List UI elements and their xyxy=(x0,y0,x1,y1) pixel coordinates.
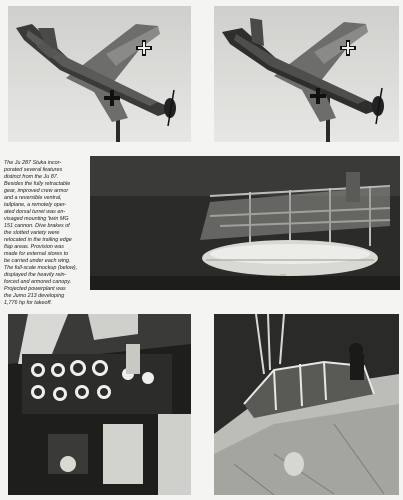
model-photo-right-image xyxy=(214,6,399,142)
caption-line: relocated in the trailing edge xyxy=(4,237,72,243)
caption-line: displayed the heavily rein- xyxy=(4,272,67,278)
caption-line: Projected powerplant was xyxy=(4,286,66,292)
model-photo-left xyxy=(8,6,191,142)
caption-line: gear, improved crew armor xyxy=(4,188,69,194)
cockpit-image xyxy=(8,314,191,495)
caption-line: visaged mounting 'twin MG xyxy=(4,216,69,222)
caption-line: distinct from the Ju 87. xyxy=(4,174,59,180)
caption-line: porated several features xyxy=(4,167,63,173)
caption-line: the Jumo 213 developing xyxy=(4,293,65,299)
canopy-image xyxy=(214,314,399,495)
mockup-wing-photo xyxy=(90,156,400,290)
caption-line: Besides the fully retractable xyxy=(4,181,71,187)
caption-line: and a reversible ventral, xyxy=(4,195,62,201)
model-photo-right xyxy=(214,6,399,142)
caption-line: tailplane, a remotely oper- xyxy=(4,202,67,208)
mockup-wing-image xyxy=(90,156,400,290)
caption-line: the slotted variety were xyxy=(4,230,60,236)
caption-line: flap areas. Provision was xyxy=(4,244,64,250)
caption-line: forced and armored canopy. xyxy=(4,279,72,285)
caption-line: 151 cannon. Dive brakes of xyxy=(4,223,70,229)
caption-line: The full-scale mockup (below), xyxy=(4,265,78,271)
cockpit-photo xyxy=(8,314,191,495)
caption-line: ated dorsal turret was en- xyxy=(4,209,66,215)
caption-line: be carried under each wing. xyxy=(4,258,71,264)
canopy-photo xyxy=(214,314,399,495)
caption-line: 1,776 hp for takeoff. xyxy=(4,300,52,306)
caption-line: The Ju 287 Stuka incor- xyxy=(4,160,62,166)
caption-line: made for external stores to xyxy=(4,251,69,257)
photo-caption xyxy=(4,160,86,307)
model-photo-left-image xyxy=(8,6,191,142)
